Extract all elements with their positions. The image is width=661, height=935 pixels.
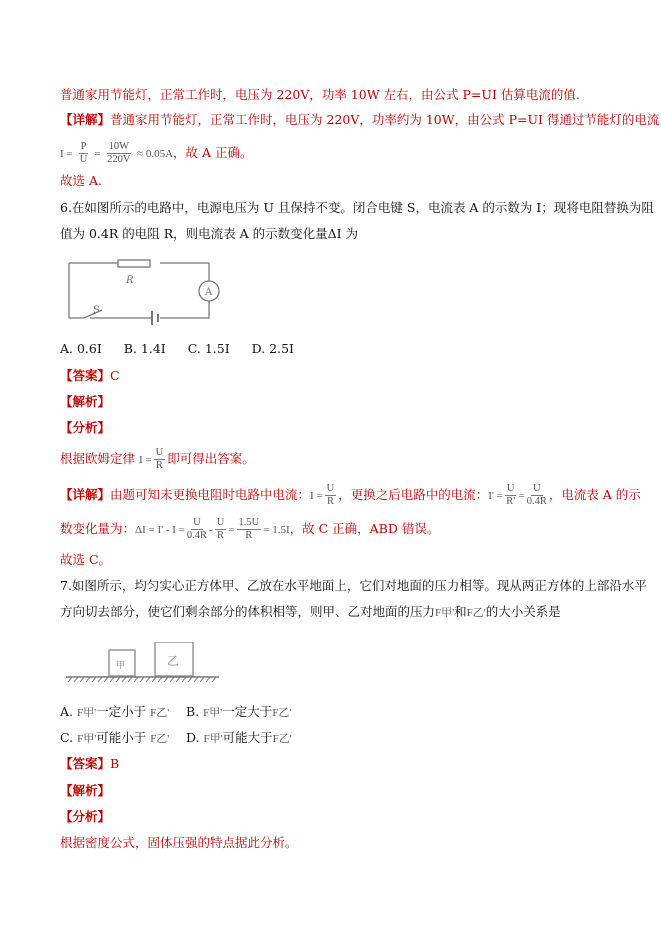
option-d: D. 2.5I xyxy=(251,341,294,356)
denominator: R' xyxy=(506,496,516,507)
text: ，故 C 正确，ABD 错误。 xyxy=(289,521,440,536)
detail-tag: 【详解】 xyxy=(60,487,111,502)
force: F乙' xyxy=(150,733,170,745)
q6-stem-2: 值为 0.4R 的电阻 R，则电流表 A 的示数变化量ΔI 为 xyxy=(60,226,359,241)
answer-tag: 【答案】 xyxy=(60,368,111,383)
formula-after: ，故 A 正确。 xyxy=(173,145,253,160)
option-text: 一定大于 xyxy=(222,704,273,719)
formula-lhs: I = xyxy=(310,490,323,502)
numerator: U xyxy=(155,447,164,458)
minus: - xyxy=(209,524,213,536)
switch-label: S xyxy=(93,305,100,316)
fraction xyxy=(215,517,227,542)
option-letter: C. xyxy=(60,730,74,745)
numerator: U xyxy=(506,483,515,494)
q6-stem-1: 6.在如图所示的电路中，电源电压为 U 且保持不变。闭合电键 S，电流表 A 的示数为 I；现将电阻替换为阻 xyxy=(60,200,654,215)
option-c: C. 1.5I xyxy=(187,341,230,356)
q7-fenxi-tag: 【分析】 xyxy=(60,809,111,824)
denominator: U xyxy=(79,154,88,165)
fraction xyxy=(325,483,337,508)
formula-rhs: ≈ 0.05A xyxy=(137,148,174,160)
q7-answer xyxy=(60,756,119,772)
cube-jia-label: 甲 xyxy=(116,661,126,671)
fraction xyxy=(527,483,547,508)
cubes-diagram xyxy=(64,642,224,690)
equals: = xyxy=(94,148,101,160)
text: 根据欧姆定律 xyxy=(60,451,139,466)
fraction xyxy=(237,517,262,542)
numerator: U xyxy=(532,483,541,494)
force: F乙' xyxy=(272,733,292,745)
ammeter-label: A xyxy=(205,287,213,298)
force: F甲' xyxy=(77,707,97,719)
q6-detail-2 xyxy=(60,514,439,545)
detail-text: 普通家用节能灯，正常工作时，电压为 220V，功率约为 10W，由公式 P=UI 得通过节能灯的电流 xyxy=(110,112,660,127)
force: F甲' xyxy=(203,707,223,719)
numerator: 1.5U xyxy=(238,517,260,528)
option-text: 一定小于 xyxy=(96,704,147,719)
denominator: R xyxy=(216,530,224,541)
q7-analysis-tag: 【解析】 xyxy=(60,783,111,798)
denominator: R xyxy=(155,460,163,471)
q6-options xyxy=(60,341,316,357)
text: ，电流表 A 的示 xyxy=(548,487,641,502)
numerator: P xyxy=(80,141,87,152)
q7-stem-1: 7.如图所示，均匀实心正方体甲、乙放在水平地面上，它们对地面的压力相等。现从两正方体的上部沿水平 xyxy=(60,578,647,593)
q7-options-row-2 xyxy=(60,730,314,747)
option-text: 可能小于 xyxy=(96,730,147,745)
force: F乙' xyxy=(272,707,292,719)
equals: = xyxy=(518,490,525,502)
fraction xyxy=(107,141,131,166)
formula-lhs: I = xyxy=(60,148,73,160)
fraction xyxy=(505,483,517,508)
text: 由题可知未更换电阻时电路中电流： xyxy=(110,487,311,502)
numerator: 10W xyxy=(108,141,130,152)
option-letter: D. xyxy=(185,730,200,745)
numerator: U xyxy=(326,483,335,494)
option-b xyxy=(186,704,291,721)
q7-options-row-1 xyxy=(60,704,313,721)
answer-value: C xyxy=(110,368,120,383)
detail-tag: 【详解】 xyxy=(60,112,111,127)
option-b: B. 1.4I xyxy=(123,341,166,356)
q6-detail-1 xyxy=(60,480,641,511)
q5-hint: 普通家用节能灯，正常工作时，电压为 220V，功率 10W 左右，由公式 P=UI 估算电流的值. xyxy=(60,87,580,102)
fraction xyxy=(187,517,207,542)
force: F甲' xyxy=(77,733,97,745)
fraction xyxy=(79,141,89,166)
q6-fenxi-tag: 【分析】 xyxy=(60,420,111,435)
circuit-diagram xyxy=(60,256,220,326)
formula-lhs: ΔI = I' - I = xyxy=(135,524,185,536)
formula-lhs: I' = xyxy=(488,490,503,502)
force-yi: F乙' xyxy=(466,607,486,619)
option-text: 可能大于 xyxy=(222,730,273,745)
option-c xyxy=(60,730,170,747)
denominator: 220V xyxy=(107,154,131,165)
q6-answer xyxy=(60,368,120,384)
numerator: U xyxy=(193,517,201,528)
q6-fenxi xyxy=(60,445,255,474)
text: 数变化量为： xyxy=(60,521,136,536)
q6-choose: 故选 C。 xyxy=(60,552,112,567)
option-a: A. 0.6I xyxy=(60,341,102,356)
option-a xyxy=(60,704,170,721)
force-jia: F甲' xyxy=(435,607,455,619)
q5-detail xyxy=(60,112,659,128)
text: 方向切去部分，使它们剩余部分的体积相等，则甲、乙对地面的压力 xyxy=(60,604,436,619)
cube-yi-label: 乙 xyxy=(167,654,180,668)
text: 和 xyxy=(454,604,467,619)
option-letter: B. xyxy=(185,704,200,719)
resistor-label: R xyxy=(126,275,134,286)
answer-tag: 【答案】 xyxy=(60,756,111,771)
text: 即可得出答案。 xyxy=(167,451,255,466)
equals: = xyxy=(228,524,235,536)
q7-stem-2 xyxy=(60,604,561,621)
option-d xyxy=(186,730,292,747)
force: F乙' xyxy=(150,707,170,719)
formula-rhs: = 1.5I xyxy=(263,524,290,536)
fraction xyxy=(154,447,166,472)
formula-lhs: I = xyxy=(138,454,152,466)
denominator: R xyxy=(326,496,334,507)
q7-fenxi: 根据密度公式，固体压强的特点据此分析。 xyxy=(60,835,298,850)
force: F甲' xyxy=(203,733,223,745)
answer-value: B xyxy=(110,756,120,771)
denominator: R xyxy=(245,530,253,541)
text: 的大小关系是 xyxy=(485,604,561,619)
q6-analysis-tag: 【解析】 xyxy=(60,394,111,409)
q5-choose: 故选 A. xyxy=(60,173,102,188)
denominator: 0.4R xyxy=(526,496,547,507)
denominator: 0.4R xyxy=(186,530,208,541)
text: ，更换之后电路中的电流： xyxy=(338,487,489,502)
option-letter: A. xyxy=(60,704,74,719)
numerator: U xyxy=(216,517,225,528)
q5-formula-line xyxy=(60,138,253,169)
